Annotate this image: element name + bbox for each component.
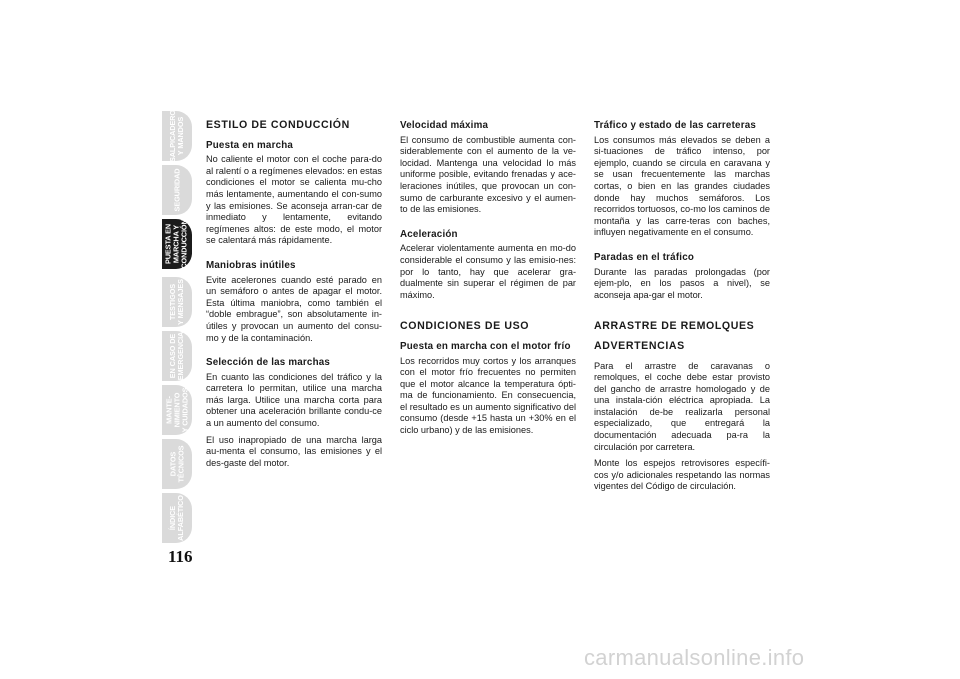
section-title: ESTILO DE CONDUCCIÓN [206,119,350,131]
column-3 [594,120,770,498]
tab-label: DATOS TÉCNICOS [168,445,185,483]
tab-salpicadero-y-mandos[interactable] [162,111,192,161]
tab-datos-tecnicos[interactable] [162,439,192,489]
column-1 [206,120,382,474]
paragraph: No caliente el motor con el coche para-do al ralentí o a regímenes elevados: en estas condiciones el motor se calienta mu-cho más lentamente, aumentando el con-sumo y las emisiones. Se aconseja arran-car de inmediato y lentamente, evitando regímenes altos: de este modo, el motor se calentará más rápidamente. [206,154,382,246]
subheading: Aceleración [400,228,458,240]
tab-testigos-y-mensajes[interactable] [162,277,192,327]
tab-label: SALPICADERO Y MANDOS [168,109,186,163]
tab-label: TESTIGOS Y MENSAJES [168,279,185,325]
subheading: Puesta en marcha [206,139,294,151]
subheading: Paradas en el tráfico [594,251,695,263]
section-title: ARRASTRE DE REMOLQUES [594,320,755,333]
tab-label: EN CASO DE EMERGENCIA [168,331,185,381]
watermark: carmanualsonline.info [584,645,805,670]
section-title: CONDICIONES DE USO [400,320,530,333]
subheading: Selección de las marchas [206,357,331,369]
column-2 [400,120,576,442]
tab-en-caso-de-emergencia[interactable] [162,331,192,381]
tab-seguridad[interactable] [162,165,192,215]
paragraph: Para el arrastre de caravanas o remolques, el coche debe estar provisto del gancho de arrastre homologado y de una instala-ción eléctrica apropiada. La instalación de-be realizarla personal especializado, que entregará la documentación adecuada pa-ra la circulación por carretera. [594,360,770,452]
paragraph: Evite acelerones cuando esté parado en un semáforo o antes de apagar el motor. Esta última maniobra, como también el “doble embrague”, son absolutamente in-útiles y provocan un aumento del consu-mo y de la contaminación. [206,274,382,343]
subheading: Maniobras inútiles [206,259,296,271]
paragraph: El uso inapropiado de una marcha larga au-menta el consumo, las emisiones y el des-gaste del motor. [206,434,382,468]
paragraph: Acelerar violentamente aumenta en mo-do considerable el consumo y las emisio-nes: por lo tanto, hay que acelerar gra-dualmente sin superar el régimen de par máximo. [400,243,576,300]
paragraph: En cuanto las condiciones del tráfico y la carretera lo permitan, utilice una marcha más larga. Utilice una marcha corta para obtener una aceleración brillante condu-ce a un aumento del consumo. [206,371,382,429]
tab-label: SEGURIDAD [172,168,182,212]
tab-indice-alfabetico[interactable] [162,493,192,543]
paragraph: El consumo de combustible aumenta con-siderablemente con el aumento de la ve-locidad. Mantenga una velocidad lo más uniforme posible, evitando frenadas y ace-leraciones inútiles, que provocan un con-sumo de carburante excesivo y el aumen-to de las emisiones. [400,134,576,215]
subheading: Tráfico y estado de las carreteras [594,120,757,131]
page-number: 116 [168,547,193,566]
subheading: Velocidad máxima [400,120,489,131]
tab-puesta-en-marcha[interactable] [162,219,192,269]
paragraph: Los recorridos muy cortos y los arranques con el motor frío frecuentes no permiten que el motor alcance la temperatura ópti-ma de funcionamiento. En consecuencia, el resultado es un aumento significativo del consumo (desde +15 hasta un +30% en el ciclo urbano) y de las emisiones. [400,355,576,436]
tab-mantenimiento[interactable] [162,385,192,435]
section-title: ADVERTENCIAS [594,339,685,352]
paragraph: Monte los espejos retrovisores específi-cos y/o adicionales respetando las normas vigentes del Código de circulación. [594,458,770,492]
paragraph: Los consumos más elevados se deben a si-tuaciones de tráfico intenso, por ejemplo, cuando se circula en caravana y se usan frecuentemente las marchas cortas, o bien en las grandes ciudades donde hay muchos semáforos. Los recorridos tortuosos, co-mo los caminos de montaña y las carre-teras con baches, influyen negativamente en el consumo. [594,134,770,238]
tab-label: PUESTA EN MARCHA Y CONDUCCIÓN [164,219,189,269]
tab-label: MANTE- NIMIENTO Y CUIDADOS [164,387,189,433]
subheading: Puesta en marcha con el motor frío [400,340,571,352]
tab-label: ÍNDICE ALFABÉTICO [168,495,185,541]
paragraph: Durante las paradas prolongadas (por ejem-plo, en los pasos a nivel), se aconseja apa-gar el motor. [594,266,770,300]
